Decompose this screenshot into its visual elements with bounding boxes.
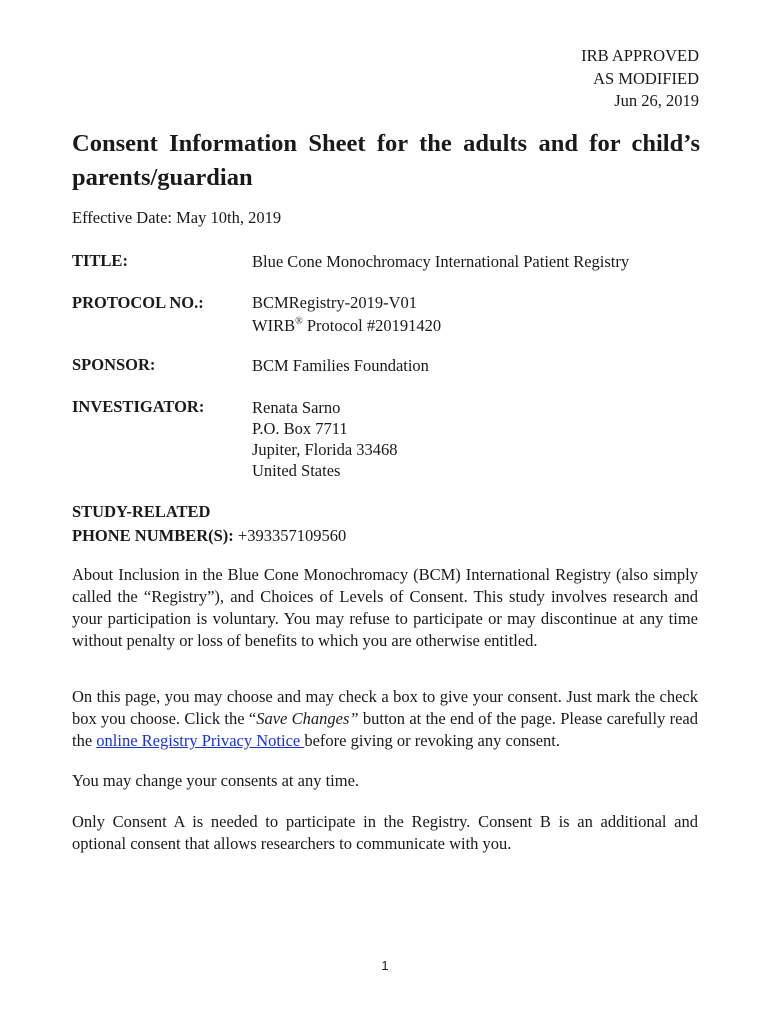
paragraph-change-consents: You may change your consents at any time. [72, 771, 360, 790]
title-label: TITLE: [72, 251, 128, 270]
registered-mark: ® [295, 316, 303, 327]
investigator-label: INVESTIGATOR: [72, 397, 205, 416]
investigator-address-line: P.O. Box 7711 [252, 419, 348, 438]
wirb-protocol-number: Protocol #20191420 [302, 316, 442, 335]
effective-date: Effective Date: May 10th, 2019 [72, 208, 282, 227]
investigator-address-line: Jupiter, Florida 33468 [252, 440, 398, 459]
sponsor-value: BCM Families Foundation [252, 356, 429, 375]
study-phone [72, 500, 346, 548]
paragraph-about-inclusion: About Inclusion in the Blue Cone Monochromacy (BCM) International Registry (also simply called the “Registry”), and Choices of Levels of Consent. This study involves research and your participation is voluntary. You may refuse to participate or may discontinue at any time without penalty or loss of benefits to which you are otherwise entitled. [72, 565, 698, 650]
irb-approval-stamp [581, 45, 699, 113]
phone-label-line-1: STUDY-RELATED [72, 502, 211, 521]
stamp-date: Jun 26, 2019 [614, 91, 699, 110]
stamp-line-1: IRB APPROVED [581, 46, 699, 65]
investigator-name: Renata Sarno [252, 398, 341, 417]
wirb-text: WIRB [252, 316, 296, 335]
paragraph-consent-instructions [72, 686, 698, 752]
stamp-line-2: AS MODIFIED [593, 68, 699, 88]
investigator-value [252, 397, 398, 481]
protocol-label: PROTOCOL NO.: [72, 293, 204, 312]
save-changes-text: Save Changes” [256, 709, 359, 728]
investigator-address-line: United States [252, 461, 341, 480]
protocol-value [252, 292, 441, 336]
phone-number: +393357109560 [233, 526, 347, 545]
privacy-notice-link[interactable]: online Registry Privacy Notice [96, 731, 305, 750]
title-value: Blue Cone Monochromacy International Patient Registry [252, 252, 630, 271]
instructions-text: before giving or revoking any consent. [304, 731, 561, 750]
phone-label-line-2: PHONE NUMBER(S): [72, 526, 234, 545]
sponsor-label: SPONSOR: [72, 355, 156, 374]
page-number: 1 [381, 958, 389, 973]
wirb-protocol [252, 315, 441, 336]
instructions-text: On this page, you may choose and may check a box to give your consent. Just mark the check box you choose. Click the “ [72, 687, 698, 728]
protocol-number: BCMRegistry-2019-V01 [252, 293, 417, 312]
instructions-text: button at the end of the page. Please carefully read the [72, 709, 699, 750]
paragraph-consent-a-b: Only Consent A is needed to participate in the Registry. Consent B is an additional and optional consent that allows researchers to communicate with you. [72, 812, 698, 853]
document-title: Consent Information Sheet for the adults and for child’s parents/guardian [72, 130, 700, 191]
